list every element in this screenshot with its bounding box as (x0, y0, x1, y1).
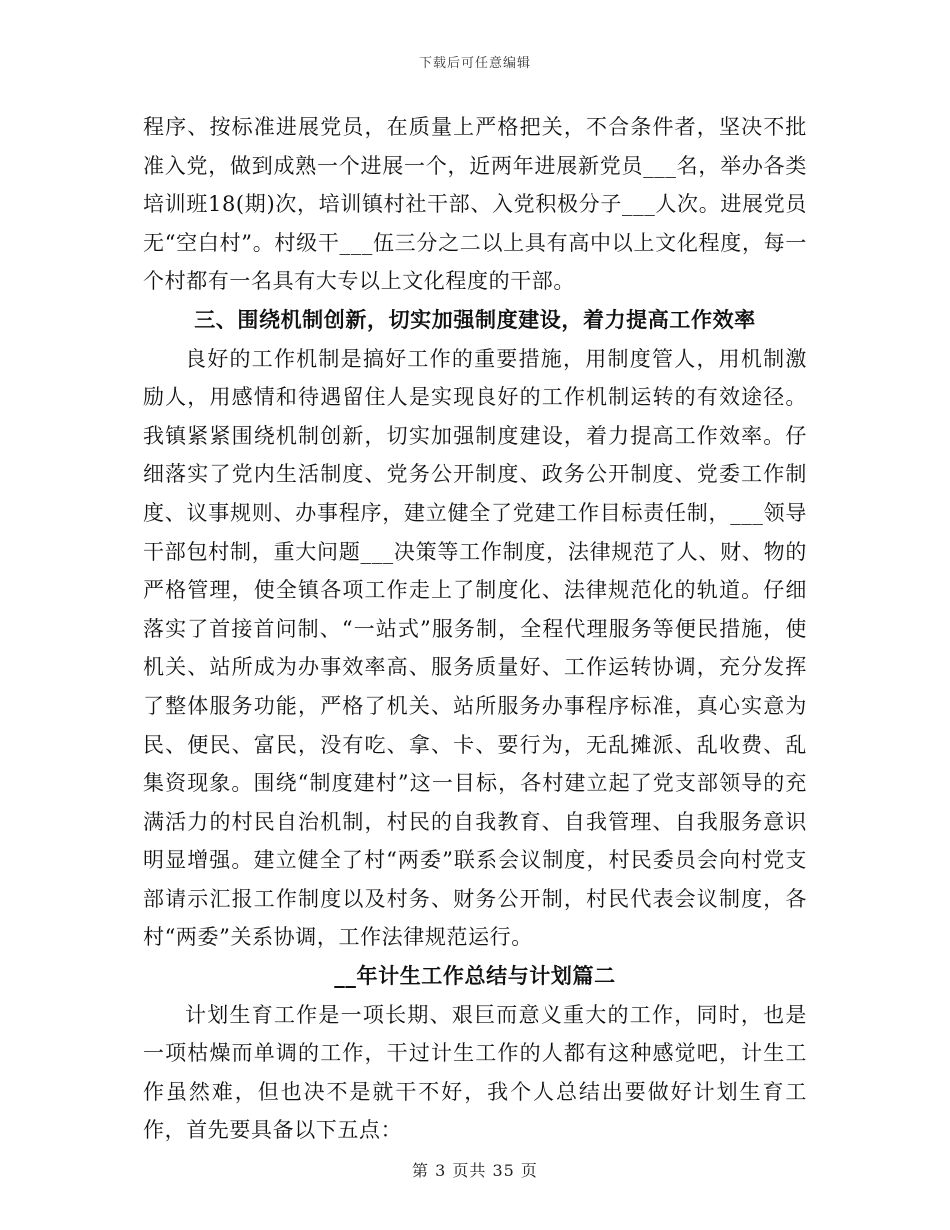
page-footer: 第 3 页共 35 页 (412, 1161, 538, 1180)
document-body (143, 108, 807, 1150)
paragraph-mechanism: 良好的工作机制是搞好工作的重要措施，用制度管人，用机制激励人，用感情和待遇留住人是实现良好的工作机制运转的有效途径。我镇紧紧围绕机制创新，切实加强制度建设，着力提高工作效率。仔细落实了党内生活制度、党务公开制度、政务公开制度、党委工作制度、议事规则、办事程序，建立健全了党建工作目标责任制，___领导干部包村制，重大问题___决策等工作制度，法律规范了人、财、物的严格管理，使全镇各项工作走上了制度化、法律规范化的轨道。仔细落实了首接首问制、“一站式”服务制，全程代理服务等便民措施，使机关、站所成为办事效率高、服务质量好、工作运转协调，充分发挥了整体服务功能，严格了机关、站所服务办事程序标准，真心实意为民、便民、富民，没有吃、拿、卡、要行为，无乱摊派、乱收费、乱集资现象。围绕“制度建村”这一目标，各村建立起了党支部领导的充满活力的村民自治机制，村民的自我教育、自我管理、自我服务意识明显增强。建立健全了村“两委”联系会议制度，村民委员会向村党支部请示汇报工作制度以及村务、财务公开制，村民代表会议制度，各村“两委”关系协调，工作法律规范运行。 (143, 346, 807, 950)
page-header: 下载后可任意编辑 (418, 56, 531, 71)
paragraph-continued: 程序、按标准进展党员，在质量上严格把关，不合条件者，坚决不批准入党，做到成熟一个进展一个，近两年进展新党员___名，举办各类培训班18(期)次，培训镇村社干部、入党积极分子___人次。进展党员无“空白村”。村级干___伍三分之二以上具有高中以上文化程度，每一个村都有一名具有大专以上文化程度的干部。 (143, 115, 807, 294)
section-heading: 三、围绕机制创新，切实加强制度建设，着力提高工作效率 (194, 306, 756, 332)
paragraph-family-planning: 计划生育工作是一项长期、艰巨而意义重大的工作，同时，也是一项枯燥而单调的工作，干过计生工作的人都有这种感觉吧，计生工作虽然难，但也决不是就干不好，我个人总结出要做好计划生育工作，首先要具备以下五点： (143, 1002, 807, 1143)
article-title: __年计生工作总结与计划篇二 (334, 963, 616, 989)
